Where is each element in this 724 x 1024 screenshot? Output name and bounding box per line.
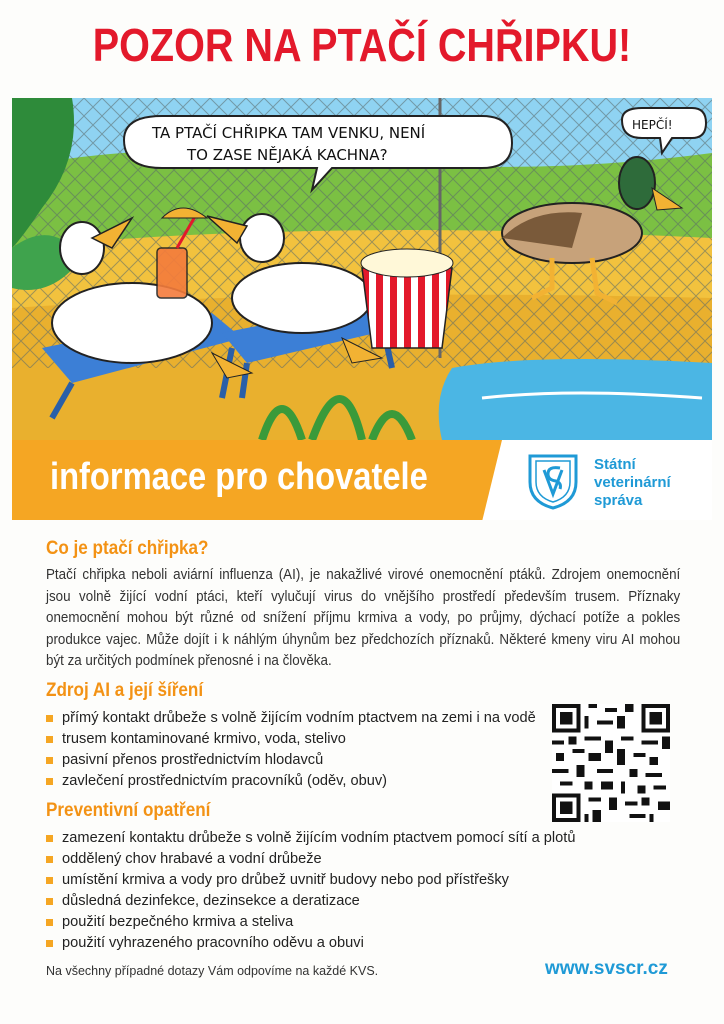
list-item: přímý kontakt drůbeže s volně žijícím vodním ptactvem na zemi i na vodě [46, 708, 536, 729]
list-item: oddělený chov hrabavé a vodní drůbeže [46, 849, 575, 870]
paragraph-text: Ptačí chřipka neboli aviární influenza (AI), je nakažlivé virové onemocnění ptáků. Zdrojem onemocnění jsou volně žijící vodní ptáci, kteří vylučují virus do vnějšího prostředí především trusem. Příznaky onemocnění mohou být různé od snížení příjmu krmiva a vody, po průjmy, dýchací potíže a pokles produkce vajec. Může dojít i k náhlým úhynům bez předchozích příznaků. Některé kmeny viru AI mohou být za určitých podmínek přenosné i na člověka. [46, 567, 681, 669]
list-item: zamezení kontaktu drůbeže s volně žijícím vodním ptactvem pomocí sítí a plotů [46, 828, 575, 849]
section-paragraph-what-is [46, 565, 681, 673]
logo-line-2: veterinární [594, 474, 671, 491]
list-item: důsledná dezinfekce, dezinsekce a deratizace [46, 891, 575, 912]
poster-title: POZOR NA PTAČÍ CHŘIPKU! [92, 19, 632, 71]
section-heading-what-is: Co je ptačí chřipka? [46, 538, 209, 559]
cartoon-illustration [12, 98, 712, 440]
list-item: umístění krmiva a vody pro drůbež uvnitř budovy nebo pod přístřešky [46, 870, 575, 891]
svs-logo [522, 450, 702, 512]
source-list [46, 708, 536, 792]
website-link[interactable]: www.svscr.cz [545, 958, 668, 979]
footer-note: Na všechny případné dotazy Vám odpovíme na každé KVS. [46, 964, 379, 978]
info-banner [12, 440, 712, 520]
list-item: použití vyhrazeného pracovního oděvu a obuvi [46, 933, 575, 954]
section-heading-source: Zdroj AI a její šíření [46, 680, 204, 701]
prevention-list [46, 828, 575, 954]
duck-reply: HEPČÍ! [632, 118, 673, 132]
qr-code[interactable] [552, 704, 670, 822]
shield-icon [522, 450, 584, 512]
list-item: pasivní přenos prostřednictvím hlodavců [46, 750, 536, 771]
section-heading-prevention: Preventivní opatření [46, 800, 211, 821]
speech-line-1: TA PTAČÍ CHŘIPKA TAM VENKU, NENÍ [152, 124, 426, 142]
logo-line-3: správa [594, 492, 643, 509]
list-item: zavlečení prostřednictvím pracovníků (oděv, obuv) [46, 771, 536, 792]
list-item: trusem kontaminované krmivo, voda, stelivo [46, 729, 536, 750]
logo-line-1: Státní [594, 456, 636, 473]
speech-line-2: TO ZASE NĚJAKÁ KACHNA? [187, 146, 388, 164]
banner-headline: informace pro chovatele [50, 456, 428, 498]
list-item: použití bezpečného krmiva a steliva [46, 912, 575, 933]
